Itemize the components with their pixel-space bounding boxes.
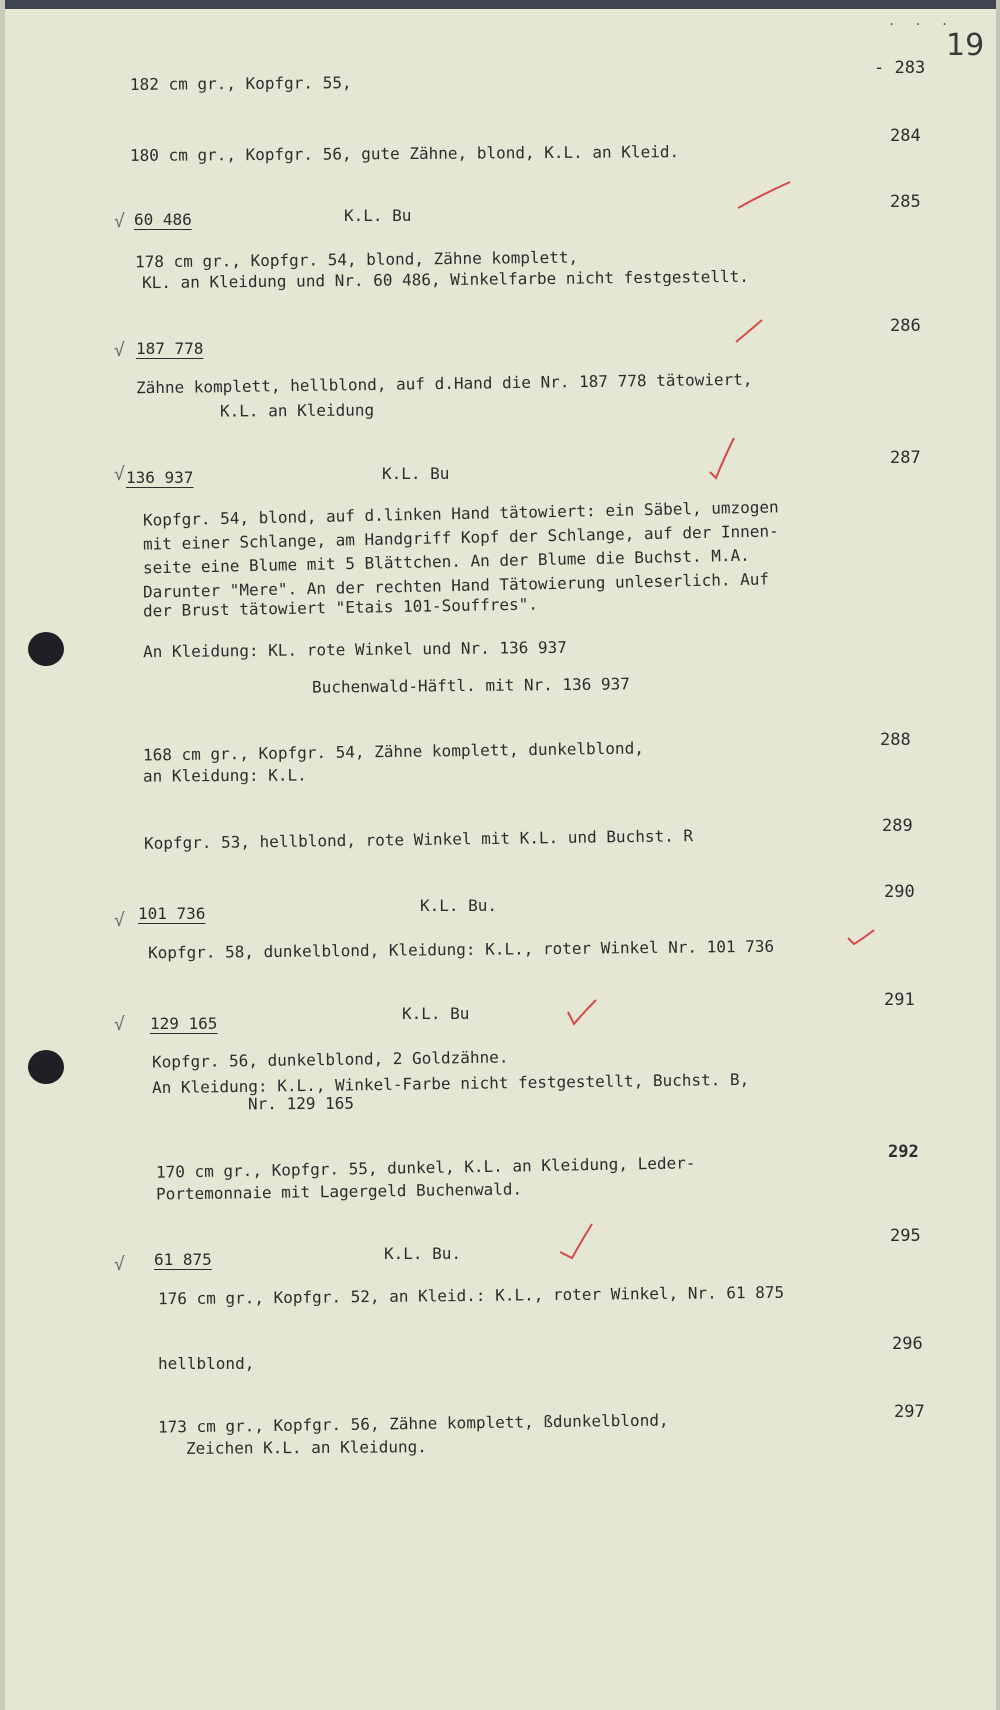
corner-dots: . . . [888,14,955,28]
entry-text-line: 170 cm gr., Kopfgr. 55, dunkel, K.L. an Kleidung, Leder- [155,1153,696,1182]
entry-number: 286 [890,316,921,336]
entry-text-line: der Brust tätowiert "Etais 101-Souffres". [142,594,539,621]
check-mark: √ [114,910,125,931]
camp-label: K.L. Bu [382,464,450,483]
punch-hole-upper [28,632,64,666]
entry-text-line: Buchenwald-Häftl. mit Nr. 136 937 [311,674,630,697]
camp-label: K.L. Bu [344,206,412,225]
scan-right-edge [996,0,1000,1710]
red-check-mark [736,180,792,212]
entry-number: 297 [894,1402,925,1422]
prisoner-number: 187 778 [136,339,204,358]
red-check-mark [734,318,764,346]
entry-text-line: 182 cm gr., Kopfgr. 55, [129,73,352,94]
camp-label: K.L. Bu. [420,896,498,915]
camp-label: K.L. Bu. [384,1244,462,1263]
entry-number: 289 [882,816,913,836]
prisoner-number: 60 486 [134,210,192,229]
red-check-mark [566,998,598,1028]
entry-text-line: Zeichen K.L. an Kleidung. [185,1437,427,1458]
scan-left-edge [0,0,5,1710]
entry-text-line: Portemonnaie mit Lagergeld Buchenwald. [155,1179,523,1204]
entry-text-line: 168 cm gr., Kopfgr. 54, Zähne komplett, dunkelblond, [142,738,645,765]
entry-text-line: 178 cm gr., Kopfgr. 54, blond, Zähne komplett, [134,247,579,272]
prisoner-number: 101 736 [138,904,206,923]
entry-text-line: 176 cm gr., Kopfgr. 52, an Kleid.: K.L., roter Winkel, Nr. 61 875 [157,1282,785,1309]
prisoner-number: 61 875 [154,1250,212,1269]
entry-text-line: Darunter "Mere". An der rechten Hand Tätowierung unleserlich. Auf [142,569,770,602]
check-mark: √ [114,340,125,361]
prisoner-number: 129 165 [150,1014,218,1033]
entry-text-line: Nr. 129 165 [247,1093,355,1114]
check-mark: √ [114,1014,125,1035]
entry-number: 296 [892,1334,923,1354]
entry-number: 295 [890,1226,921,1246]
red-check-mark [708,436,736,480]
entry-number: 288 [880,730,911,750]
entry-number: 290 [884,882,915,902]
entry-text-line: Kopfgr. 58, dunkelblond, Kleidung: K.L., roter Winkel Nr. 101 736 [147,936,775,963]
entry-number: 292 [888,1142,919,1162]
red-check-mark [558,1222,594,1260]
entry-text-line: 180 cm gr., Kopfgr. 56, gute Zähne, blond, K.L. an Kleid. [129,142,680,165]
punch-hole-lower [28,1050,64,1084]
entry-text-line: seite eine Blume mit 5 Blättchen. An der Blume die Buchst. M.A. [142,545,750,578]
entry-text-line: K.L. an Kleidung [219,400,375,421]
check-mark: √ [114,464,125,485]
entry-text-line: KL. an Kleidung und Nr. 60 486, Winkelfarbe nicht festgestellt. [141,266,749,293]
check-mark: √ [114,1254,125,1275]
entry-number: 287 [890,448,921,468]
entry-number: 284 [890,126,921,146]
entry-number: 285 [890,192,921,212]
entry-text-line: Zähne komplett, hellblond, auf d.Hand die Nr. 187 778 tätowiert, [135,369,753,398]
entry-text-line: An Kleidung: KL. rote Winkel und Nr. 136 937 [142,637,567,662]
entry-number: 291 [884,990,915,1010]
red-check-mark [846,928,876,948]
page-number: 19 [946,28,985,63]
entry-number: - 283 [874,58,926,78]
prisoner-number: 136 937 [126,468,194,487]
entry-text-line: an Kleidung: K.L. [142,765,307,786]
entry-text-line: mit einer Schlange, am Handgriff Kopf der Schlange, auf der Innen- [142,521,779,554]
entry-text-line: Kopfgr. 56, dunkelblond, 2 Goldzähne. [151,1047,509,1072]
entry-text-line: An Kleidung: K.L., Winkel-Farbe nicht festgestellt, Buchst. B, [151,1069,750,1098]
entry-text-line: 173 cm gr., Kopfgr. 56, Zähne komplett, ßdunkelblond, [157,1410,669,1437]
entry-text-line: Kopfgr. 54, blond, auf d.linken Hand tätowiert: ein Säbel, umzogen [142,497,779,530]
camp-label: K.L. Bu [402,1004,470,1023]
scan-top-edge [0,0,1000,9]
check-mark: √ [114,211,125,232]
entry-text-line: Kopfgr. 53, hellblond, rote Winkel mit K.L. und Buchst. R [143,826,694,853]
entry-text-line: hellblond, [158,1354,255,1373]
